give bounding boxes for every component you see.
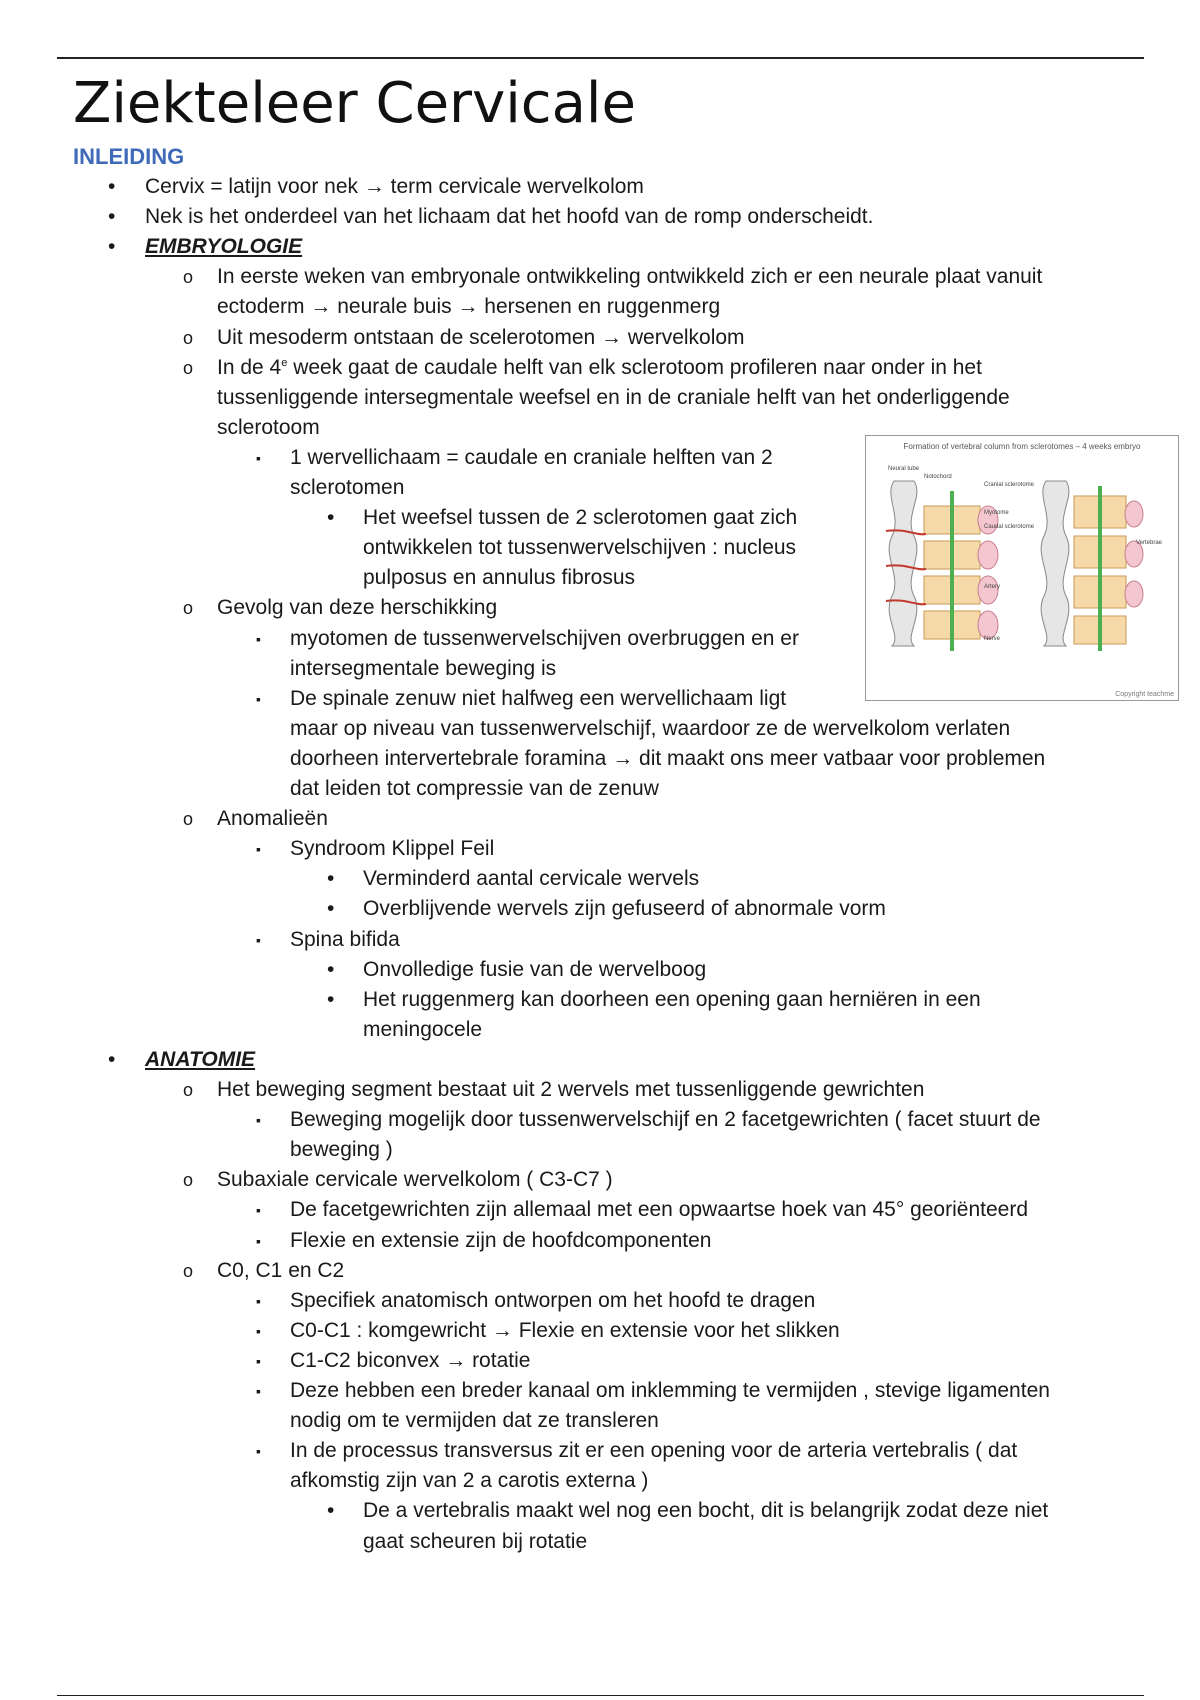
list-item [363,1015,482,1045]
list-item-text: Het beweging segment bestaat uit 2 wervels met tussenliggende gewrichten [217,1078,925,1101]
list-item-text: De a vertebralis maakt wel nog een bocht, dit is belangrijk zodat deze niet [363,1499,1049,1522]
list-item-text: sclerotoom [217,416,320,439]
figure-caption: Formation of vertebral column from sclerotomes – 4 weeks embryo [903,442,1141,451]
list-item [217,1256,344,1286]
list-item [290,1105,1041,1135]
label-neural-tube: Neural tube [888,466,920,472]
bullet-icon: • [327,897,335,920]
list-item [290,1135,393,1165]
bullet-icon: • [327,958,335,981]
list-item-text: doorheen intervertebrale foramina → dit maakt ons meer vatbaar voor problemen [290,747,1046,770]
list-item-text: Beweging mogelijk door tussenwervelschijf en 2 facetgewrichten ( facet stuurt de [290,1108,1041,1131]
bullet-icon: ▪ [256,691,261,707]
list-item-text: Spina bifida [290,928,400,951]
bullet-icon: • [327,988,335,1011]
label-nerve: Nerve [984,636,1001,642]
figure-copyright: Copyright teachme [1115,691,1174,698]
label-myotome: Myotome [984,510,1009,516]
list-item [363,1496,1048,1526]
bullet-icon: o [183,267,194,287]
bullet-icon: ▪ [256,450,261,466]
section-heading [145,232,302,262]
list-item [290,1226,711,1256]
bullet-icon: ▪ [256,1202,261,1218]
list-item [290,443,773,473]
bullet-icon: o [183,1080,194,1100]
list-item-text: Deze hebben een breder kanaal om inklemming te vermijden , stevige ligamenten [290,1379,1050,1402]
list-item-text: Onvolledige fusie van de wervelboog [363,958,707,981]
list-item-text: Syndroom Klippel Feil [290,837,495,860]
bullet-icon: • [327,1499,335,1522]
bullet-icon: ▪ [256,1353,261,1369]
list-item-text: pulposus en annulus fibrosus [363,566,636,589]
list-item [290,774,659,804]
list-item-text: Flexie en extensie zijn de hoofdcomponenten [290,1229,712,1252]
section-heading [145,1045,255,1075]
list-item [290,654,556,684]
list-item [217,413,320,443]
list-item [290,1316,840,1346]
list-item [217,292,720,322]
list-item-text: Anomalieën [217,807,328,830]
list-item [290,624,799,654]
bullet-icon: ▪ [256,1383,261,1399]
list-item [145,202,873,232]
list-item [363,864,699,894]
list-item-text: C0-C1 : komgewricht → Flexie en extensie voor het slikken [290,1319,840,1342]
list-item-text: beweging ) [290,1138,393,1161]
list-item-text: Nek is het onderdeel van het lichaam dat het hoofd van de romp onderscheidt. [145,205,874,228]
label-caudal: Caudal sclerotome [984,524,1035,530]
list-item-text: maar op niveau van tussenwervelschijf, waardoor ze de wervelkolom verlaten [290,717,1011,740]
list-item-text: Overblijvende wervels zijn gefuseerd of abnormale vorm [363,897,886,920]
list-item-text: dat leiden tot compressie van de zenuw [290,777,659,800]
bullet-icon: • [108,235,116,258]
list-item [363,533,796,563]
list-item-text: Verminderd aantal cervicale wervels [363,867,700,890]
list-item-text: De spinale zenuw niet halfweg een wervellichaam ligt [290,687,787,710]
list-item [217,1075,924,1105]
bullet-icon: ▪ [256,631,261,647]
list-item-text: C0, C1 en C2 [217,1259,345,1282]
list-item-text: meningocele [363,1018,483,1041]
list-item-text: ontwikkelen tot tussenwervelschijven : nucleus [363,536,797,559]
bullet-icon: o [183,358,194,378]
list-item-text: 1 wervellichaam = caudale en craniale helften van 2 [290,446,773,469]
list-item-text: Cervix = latijn voor nek → term cervicale wervelkolom [145,175,644,198]
list-item-text: Het weefsel tussen de 2 sclerotomen gaat zich [363,506,798,529]
list-item [363,1527,587,1557]
label-artery: Artery [984,584,1001,590]
list-item-text: Subaxiale cervicale wervelkolom ( C3-C7 ) [217,1168,613,1191]
section-heading-inleiding: INLEIDING [73,144,185,169]
list-item [290,1346,530,1376]
list-item [290,473,404,503]
list-item-text: tussenliggende intersegmentale weefsel en in de craniale helft van het onderliggende [217,386,1010,409]
list-item-text: In de processus transversus zit er een opening voor de arteria vertebralis ( dat [290,1439,1018,1462]
list-item [290,1436,1017,1466]
superscript: e [281,357,288,369]
list-item [217,804,328,834]
bullet-icon: ▪ [256,1323,261,1339]
list-item-text: intersegmentale beweging is [290,657,557,680]
list-item-text: Gevolg van deze herschikking [217,596,498,619]
list-item-text: sclerotomen [290,476,405,499]
list-item [290,684,786,714]
bullet-icon: o [183,809,194,829]
bullet-icon: o [183,328,194,348]
bullet-icon: • [108,205,116,228]
page-title: Ziekteleer Cervicale [73,71,636,136]
bullet-icon: ▪ [256,1112,261,1128]
list-item [217,353,982,383]
top-rule [57,57,1144,59]
list-item [217,1165,613,1195]
bullet-icon: ▪ [256,1443,261,1459]
list-item-text: gaat scheuren bij rotatie [363,1530,588,1553]
list-item [290,1466,648,1496]
list-item-text: EMBRYOLOGIE [145,235,303,258]
list-item [217,262,1042,292]
list-item [290,1406,659,1436]
list-item [290,714,1010,744]
list-item-text: Specifiek anatomisch ontworpen om het hoofd te dragen [290,1289,816,1312]
list-item-text: myotomen de tussenwervelschijven overbruggen en er [290,627,799,650]
list-item-text: Uit mesoderm ontstaan de scelerotomen → wervelkolom [217,326,745,349]
list-item [290,1195,1028,1225]
bullet-icon: • [108,1048,116,1071]
label-vertebrae: Vertebrae [1136,540,1163,546]
list-item [363,503,797,533]
list-item-text: De facetgewrichten zijn allemaal met een opwaartse hoek van 45° georiënteerd [290,1198,1028,1221]
list-item [145,172,644,202]
bullet-icon: o [183,598,194,618]
list-item-text: C1-C2 biconvex → rotatie [290,1349,531,1372]
bullet-icon: • [327,867,335,890]
list-item [290,1286,815,1316]
list-item-text: ectoderm → neurale buis → hersenen en ruggenmerg [217,295,721,318]
list-item [290,925,400,955]
list-item-text: afkomstig zijn van 2 a carotis externa ) [290,1469,649,1492]
bullet-icon: ▪ [256,1293,261,1309]
list-item [217,593,497,623]
list-item [290,1376,1050,1406]
label-notochord: Notochord [924,474,952,480]
list-item-text: nodig om te vermijden dat ze transleren [290,1409,659,1432]
bullet-icon: • [327,506,335,529]
list-item [290,744,1045,774]
list-item-text: In eerste weken van embryonale ontwikkeling ontwikkeld zich er een neurale plaat vanuit [217,265,1043,288]
bullet-icon: • [108,175,116,198]
list-item [217,383,1010,413]
label-cranial: Cranial sclerotome [984,482,1035,488]
sclerotome-diagram [866,436,1178,700]
embryology-figure [865,435,1179,701]
list-item-text: In de 4 [217,356,282,379]
list-item-text: ANATOMIE [145,1048,256,1071]
bullet-icon: o [183,1170,194,1190]
list-item-text: week gaat de caudale helft van elk sclerotoom profileren naar onder in het [287,356,982,379]
list-item-text: Het ruggenmerg kan doorheen een opening gaan herniëren in een [363,988,981,1011]
list-item [363,563,635,593]
bullet-icon: ▪ [256,1233,261,1249]
bullet-icon: ▪ [256,841,261,857]
bullet-icon: ▪ [256,932,261,948]
list-item [290,834,494,864]
list-item [363,955,706,985]
bullet-icon: o [183,1261,194,1281]
list-item [217,323,745,353]
bottom-rule [57,1695,1144,1696]
list-item [363,894,886,924]
list-item [363,985,981,1015]
